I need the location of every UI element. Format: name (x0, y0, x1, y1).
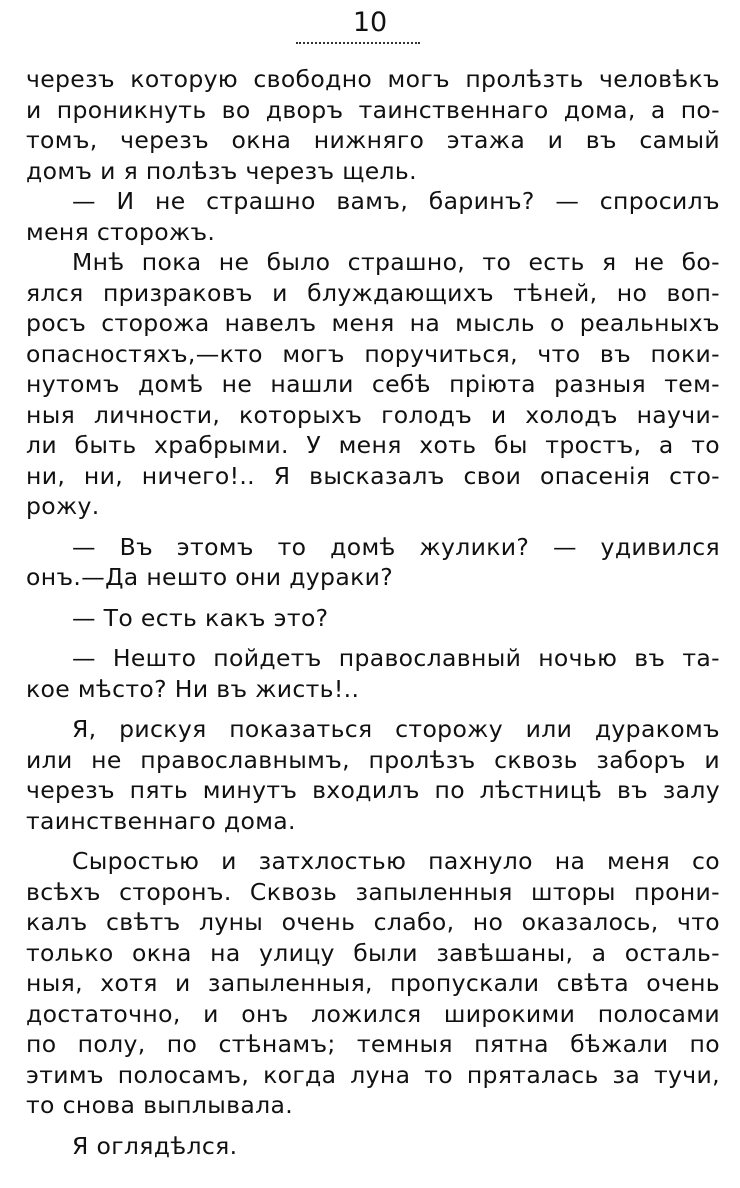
paragraph (26, 643, 720, 704)
text-line: ялся призраковъ и блуждающихъ тѣней, но воп- (26, 278, 720, 307)
page-number-rule (296, 42, 420, 44)
text-line: ли быть храбрыми. У меня хоть бы тростъ, а то (26, 431, 720, 459)
text-line: по полу, по стѣнамъ; темныя пятна бѣжали по (26, 1030, 720, 1058)
paragraph (26, 247, 720, 522)
paragraph-gap (26, 633, 720, 643)
text-line: — Въ этомъ то домѣ жулики? — удивился (72, 532, 720, 561)
text-line: — То есть какъ это? (72, 603, 329, 632)
paragraph (26, 1131, 720, 1162)
text-line: росъ сторожа навелъ меня на мысль о реальныхъ (26, 309, 720, 337)
text-line: — Нешто пойдетъ православный ночью въ та- (72, 644, 720, 672)
paragraph-gap (26, 522, 720, 532)
paragraph (26, 714, 720, 836)
text-line: всѣхъ сторонъ. Сквозь запыленныя шторы прони- (26, 877, 720, 906)
text-line: Мнѣ пока не было страшно, то есть я не бо- (72, 248, 720, 276)
text-line: черезъ которую свободно могъ пролѣзть человѣкъ (26, 65, 720, 93)
text-line: черезъ пять минутъ входилъ по лѣстницѣ въ залу (26, 776, 720, 804)
text-line: рожу. (26, 492, 100, 520)
text-line: ныя личности, которыхъ голодъ и холодъ научи- (26, 400, 720, 429)
text-line: Я оглядѣлся. (72, 1131, 238, 1160)
text-line: то снова выплывала. (26, 1091, 294, 1119)
paragraph-gap (26, 1121, 720, 1131)
text-line: таинственнаго дома. (26, 806, 296, 835)
text-line: достаточно, и онъ ложился широкими полосами (26, 999, 720, 1028)
text-line: опасностяхъ,—кто могъ поручиться, что въ поки- (26, 339, 720, 368)
text-line: ни, ни, ничего!.. Я высказалъ свои опасенiя сто- (26, 461, 720, 490)
paragraph (26, 186, 720, 247)
text-line: или не православнымъ, пролѣзъ сквозь заборъ и (26, 745, 720, 774)
text-line: кое мѣсто? Ни въ жисть!.. (26, 674, 360, 703)
page-number: 10 (352, 7, 388, 38)
text-line: ныя, хотя и запыленныя, пропускали свѣта очень (26, 969, 720, 997)
text-line: — И не страшно вамъ, баринъ? — спросилъ (72, 187, 720, 215)
paragraph (26, 603, 720, 634)
text-line: только окна на улицу были завѣшаны, а осталь- (26, 938, 720, 967)
text-line: этимъ полосамъ, когда луна то пряталась за тучи, (26, 1060, 720, 1089)
paragraph-gap (26, 704, 720, 714)
paragraph (26, 846, 720, 1121)
text-line: нутомъ домѣ не нашли себѣ прiюта разныя тем- (26, 370, 720, 398)
paragraph-gap (26, 593, 720, 603)
paragraph (26, 532, 720, 593)
text-line: домъ и я полѣзъ черезъ щель. (26, 156, 417, 185)
text-line: и проникнуть во дворъ таинственнаго дома, а по- (26, 95, 720, 124)
body-text (26, 64, 720, 1161)
text-line: Я, рискуя показаться сторожу или дуракомъ (72, 715, 720, 743)
text-line: онъ.—Да нешто они дураки? (26, 563, 394, 591)
paragraph-gap (26, 836, 720, 846)
paragraph (26, 64, 720, 186)
text-line: калъ свѣтъ луны очень слабо, но оказалось, что (26, 908, 720, 936)
text-line: томъ, черезъ окна нижняго этажа и въ самый (26, 126, 720, 154)
text-line: Сыростью и затхлостью пахнуло на меня со (72, 847, 720, 875)
text-line: меня сторожъ. (26, 217, 216, 246)
